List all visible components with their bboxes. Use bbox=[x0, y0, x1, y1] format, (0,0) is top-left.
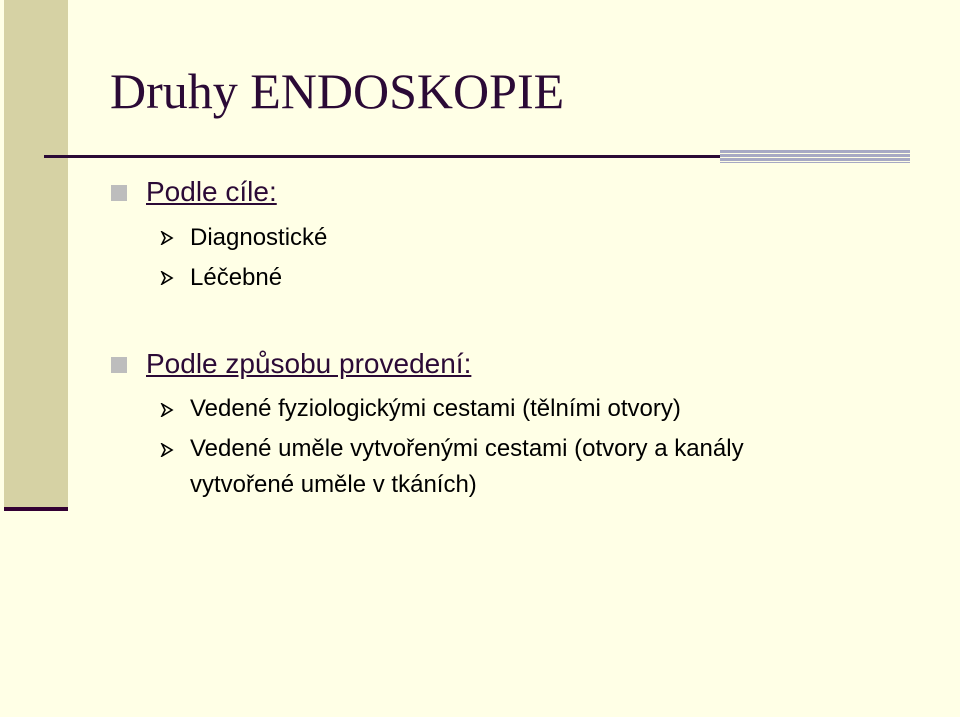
list-item: Diagnostické bbox=[190, 224, 328, 251]
list-item: Vedené uměle vytvořenými cestami (otvory a kanály bbox=[190, 435, 744, 462]
square-bullet-icon bbox=[111, 185, 127, 201]
slide-title: Druhy ENDOSKOPIE bbox=[110, 63, 565, 119]
title-accent-stripes bbox=[720, 150, 910, 163]
arrow-bullet-icon bbox=[160, 443, 174, 457]
square-bullet-icon bbox=[111, 357, 127, 373]
left-decor-bar-foot bbox=[4, 507, 68, 511]
section-heading-goal: Podle cíle: bbox=[146, 176, 277, 207]
list-item-continuation: vytvořené uměle v tkáních) bbox=[190, 471, 477, 498]
left-decor-bar bbox=[4, 0, 68, 507]
title-underline-rule bbox=[44, 155, 720, 158]
arrow-bullet-icon bbox=[160, 403, 174, 417]
section-heading-method: Podle způsobu provedení: bbox=[146, 348, 472, 379]
arrow-bullet-icon bbox=[160, 271, 174, 285]
list-item: Léčebné bbox=[190, 264, 283, 291]
list-item: Vedené fyziologickými cestami (tělními otvory) bbox=[190, 395, 681, 422]
arrow-bullet-icon bbox=[160, 231, 174, 245]
